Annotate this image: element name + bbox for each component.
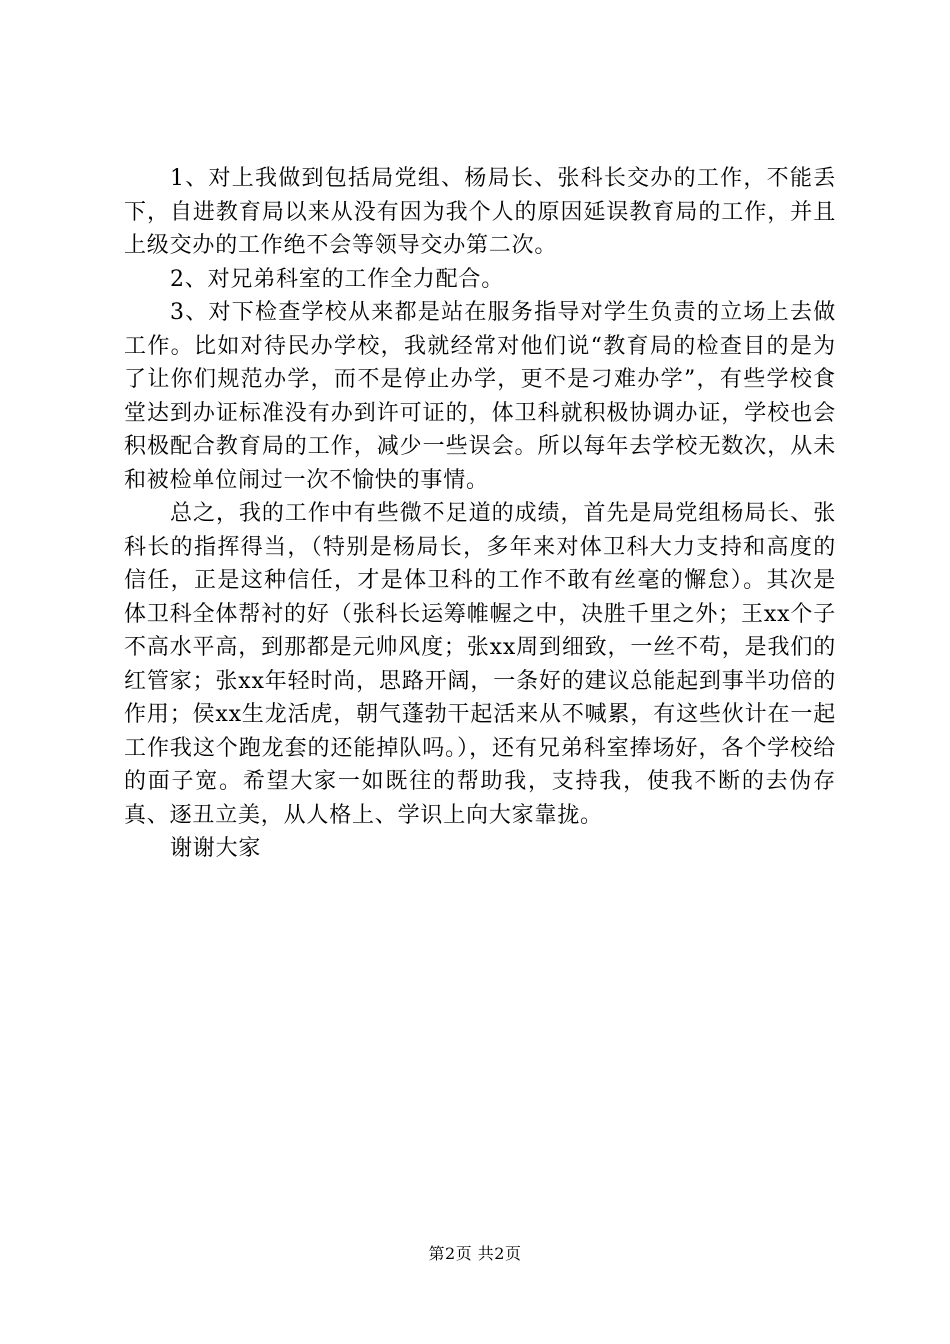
document-body: [124, 162, 836, 866]
paragraph-summary: 总之，我的工作中有些微不足道的成绩，首先是局党组杨局长、张科长的指挥得当，（特别是杨局长，多年来对体卫科大力支持和高度的信任，正是这种信任，才是体卫科的工作不敢有丝毫的懈怠）。其次是体卫科全体帮衬的好（张科长运筹帷幄之中，决胜千里之外；王xx个子不高水平高，到那都是元帅风度；张xx周到细致，一丝不苟，是我们的红管家；张xx年轻时尚，思路开阔，一条好的建议总能起到事半功倍的作用；侯xx生龙活虎，朝气蓬勃干起活来从不喊累，有这些伙计在一起工作我这个跑龙套的还能掉队吗。），还有兄弟科室捧场好，各个学校给的面子宽。希望大家一如既往的帮助我，支持我，使我不断的去伪存真、逐丑立美，从人格上、学识上向大家靠拢。: [124, 501, 836, 828]
page-footer: 第2页 共2页: [428, 1244, 522, 1263]
paragraph-sibling-departments: 2、对兄弟科室的工作全力配合。: [170, 266, 504, 292]
paragraph-thanks: 谢谢大家: [170, 836, 262, 861]
paragraph-school-inspection: 3、对下检查学校从来都是站在服务指导对学生负责的立场上去做工作。比如对待民办学校，我就经常对他们说“教育局的检查目的是为了让你们规范办学，而不是停止办学，更不是刁难办学”，有些学校食堂达到办证标准没有办到许可证的，体卫科就积极协调办证，学校也会积极配合教育局的工作，减少一些误会。所以每年去学校无数次，从未和被检单位闹过一次不愉快的事情。: [124, 300, 836, 493]
paragraph-superior-work: 1、对上我做到包括局党组、杨局长、张科长交办的工作，不能丢下，自进教育局以来从没有因为我个人的原因延误教育局的工作，并且上级交办的工作绝不会等领导交办第二次。: [124, 166, 836, 258]
